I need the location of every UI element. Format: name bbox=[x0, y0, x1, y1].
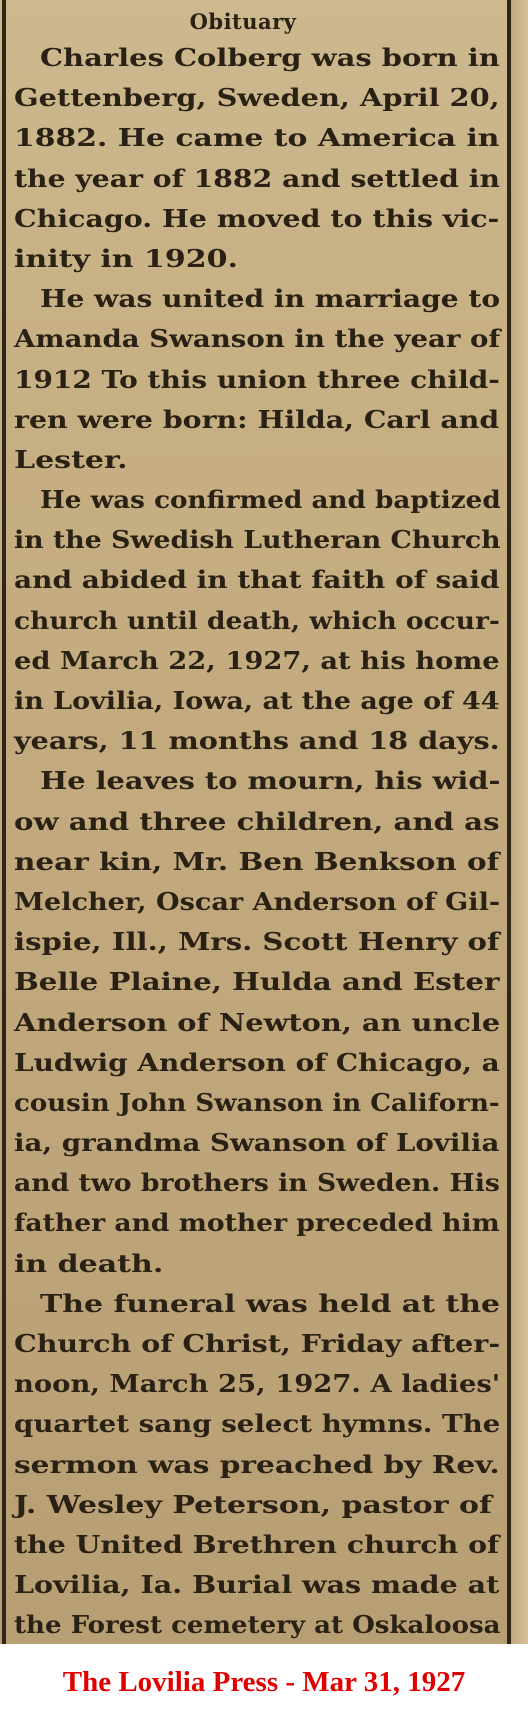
text-line: father and mother preceded him bbox=[14, 1208, 500, 1238]
text-line: 1912 To this union three child- bbox=[14, 364, 500, 394]
text-line: Melcher, Oscar Anderson of Gil- bbox=[14, 886, 501, 916]
text-line: quartet sang select hymns. The bbox=[14, 1409, 501, 1439]
text-line: in Lovilia, Iowa, at the age of 44 bbox=[14, 686, 500, 715]
text-line: sermon was preached by Rev. bbox=[14, 1449, 500, 1479]
text-line: Gettenberg, Sweden, April 20, bbox=[14, 83, 500, 113]
text-line: ed March 22, 1927, at his home bbox=[14, 645, 500, 675]
text-line: the Forest cemetery at Oskaloosa bbox=[14, 1610, 501, 1640]
text-line: He was confirmed and baptized bbox=[40, 485, 501, 515]
text-line: Church of Christ, Friday after- bbox=[14, 1329, 501, 1358]
text-line: J. Wesley Peterson, pastor of bbox=[14, 1489, 492, 1519]
text-line: in the Swedish Lutheran Church bbox=[14, 525, 501, 555]
text-line: cousin John Swanson in Californ- bbox=[14, 1087, 500, 1117]
text-line: the year of 1882 and settled in bbox=[14, 163, 501, 193]
column-rule-left bbox=[2, 0, 6, 1644]
text-line: inity in 1920. bbox=[14, 243, 238, 273]
source-caption: The Lovilia Press - Mar 31, 1927 bbox=[62, 1666, 466, 1698]
text-line: He leaves to mourn, his wid- bbox=[40, 766, 501, 796]
text-line: noon, March 25, 1927. A ladies' bbox=[14, 1369, 501, 1399]
article-headline: Obituary bbox=[189, 9, 297, 34]
text-line: Chicago. He moved to this vic- bbox=[14, 203, 500, 233]
text-line: ispie, Ill., Mrs. Scott Henry of bbox=[14, 927, 500, 957]
text-line: Amanda Swanson in the year of bbox=[14, 324, 501, 354]
text-line: in death. bbox=[14, 1248, 164, 1278]
text-line: The funeral was held at the bbox=[40, 1288, 501, 1318]
text-line: ren were born: Hilda, Carl and bbox=[14, 404, 500, 434]
text-line: He was united in marriage to bbox=[40, 284, 501, 314]
text-line: near kin, Mr. Ben Benkson of bbox=[14, 846, 500, 876]
text-line: ia, grandma Swanson of Lovilia bbox=[14, 1128, 500, 1158]
text-line: Lester. bbox=[14, 444, 128, 474]
obituary-article bbox=[14, 0, 508, 1644]
text-line: Belle Plaine, Hulda and Ester bbox=[14, 967, 500, 997]
paragraph-birth bbox=[14, 38, 508, 279]
text-line: Charles Colberg was born in bbox=[40, 43, 500, 72]
text-line: church until death, which occur- bbox=[14, 605, 500, 635]
text-line: ow and three children, and as bbox=[14, 806, 500, 836]
paragraph-survivors bbox=[14, 761, 508, 1283]
text-line: Ludwig Anderson of Chicago, a bbox=[14, 1047, 500, 1077]
text-line: and two brothers in Sweden. His bbox=[14, 1168, 500, 1198]
text-line: years, 11 months and 18 days. bbox=[14, 726, 500, 756]
text-line: 1882. He came to America in bbox=[14, 123, 500, 153]
text-line: Anderson of Newton, an uncle bbox=[14, 1007, 501, 1037]
paragraph-marriage bbox=[14, 279, 508, 480]
text-line: Lovilia, Ia. Burial was made at bbox=[14, 1570, 500, 1600]
text-line: the United Brethren church of bbox=[14, 1529, 500, 1559]
paragraph-faith bbox=[14, 480, 508, 761]
text-line: and abided in that faith of said bbox=[14, 565, 500, 595]
paragraph-funeral bbox=[14, 1284, 508, 1644]
